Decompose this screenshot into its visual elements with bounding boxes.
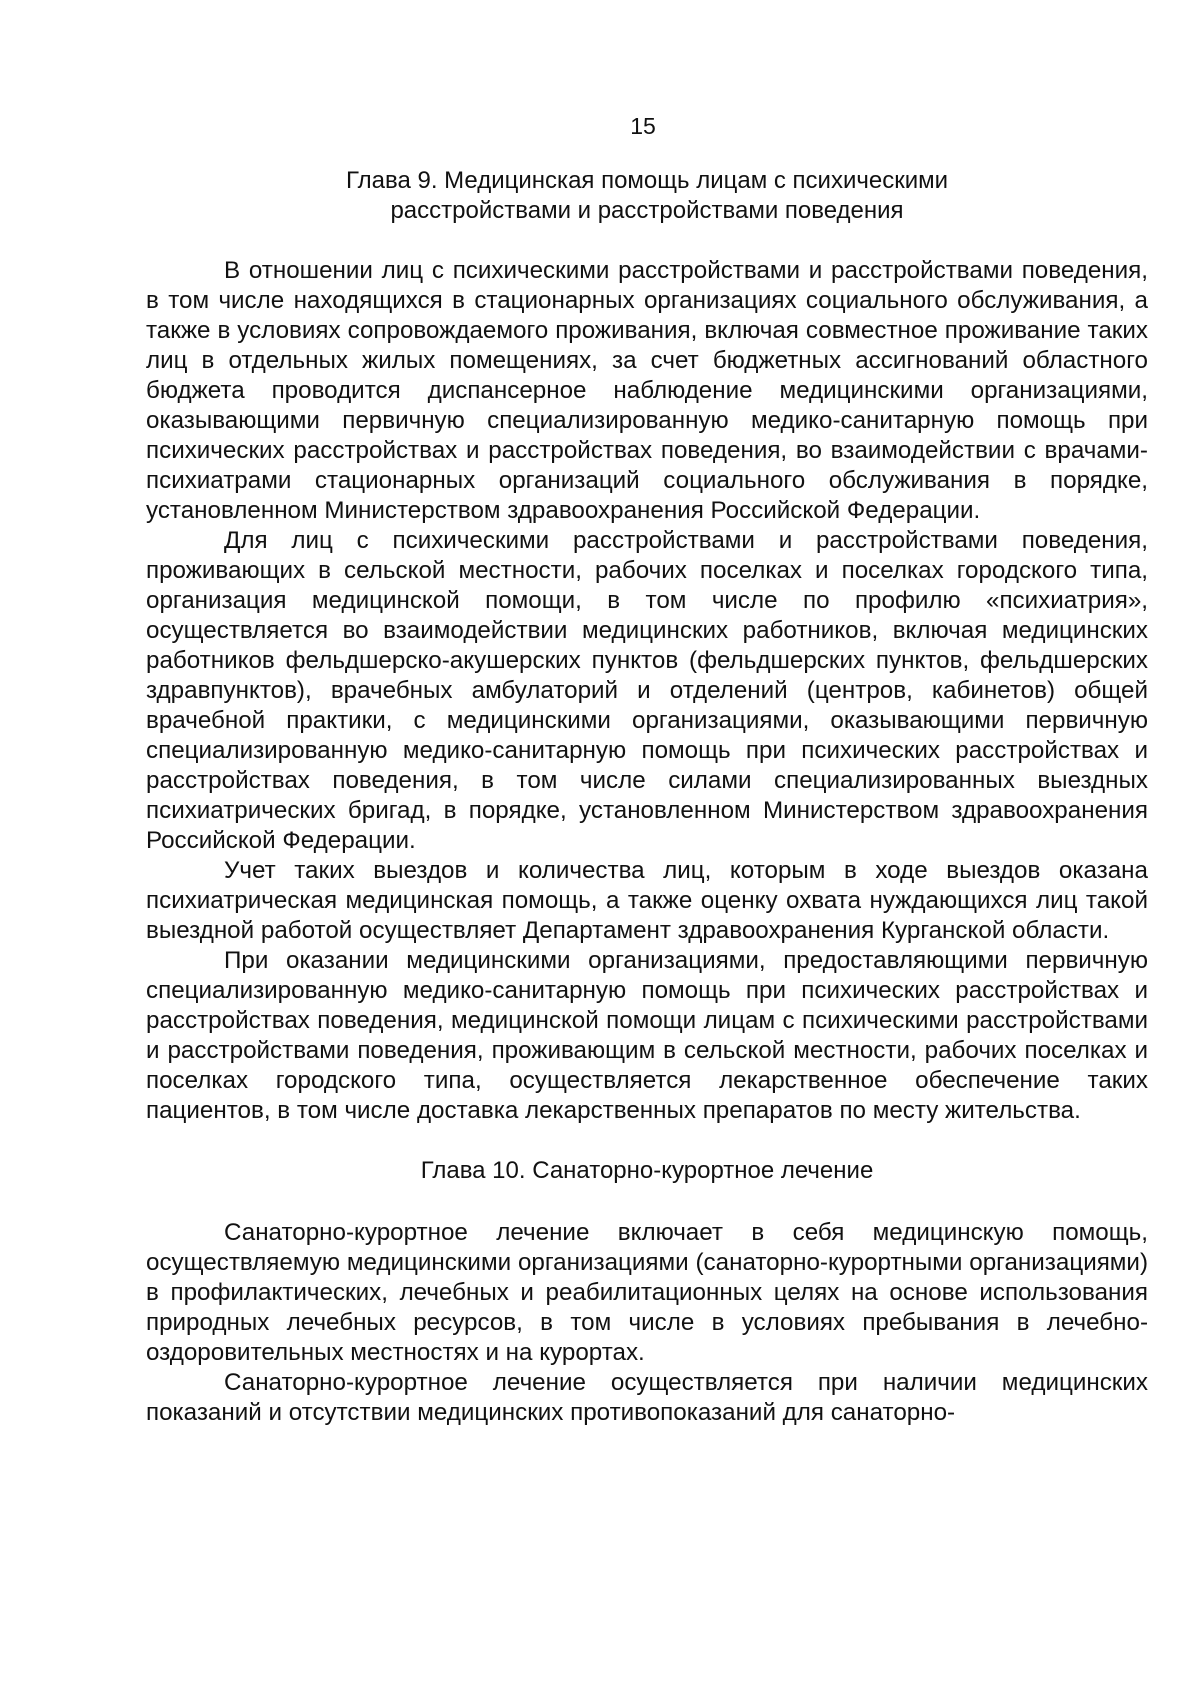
chapter-9-title-line-1: Глава 9. Медицинская помощь лицам с психическими bbox=[345, 167, 949, 194]
chapter-9-paragraph-3: Учет таких выездов и количества лиц, которым в ходе выездов оказана психиатрическая медицинская помощь, а также оценку охвата нуждающихся лиц такой выездной работой осуществляет Департамент здравоохранения Курганской области. bbox=[146, 857, 1148, 944]
document-page bbox=[146, 112, 1148, 1428]
chapter-9-paragraph-4: При оказании медицинскими организациями, предоставляющими первичную специализированную медико-санитарную помощь при психических расстройствах и расстройствах поведения, медицинской помощи лицам с психическими расстройствами и расстройствами поведения, проживающим в сельской местности, рабочих поселках и поселках городского типа, осуществляется лекарственное обеспечение таких пациентов, в том числе доставка лекарственных препаратов по месту жительства. bbox=[146, 947, 1148, 1124]
page-number: 15 bbox=[630, 113, 656, 139]
chapter-9-paragraph-1: В отношении лиц с психическими расстройствами и расстройствами поведения, в том числе находящихся в стационарных организациях социального обслуживания, а также в условиях сопровождаемого проживания, включая совместное проживание таких лиц в отдельных жилых помещениях, за счет бюджетных ассигнований областного бюджета проводится диспансерное наблюдение медицинскими организациями, оказывающими первичную специализированную медико-санитарную помощь при психических расстройствах и расстройствах поведения, во взаимодействии с врачами-психиатрами стационарных организаций социального обслуживания в порядке, установленном Министерством здравоохранения Российской Федерации. bbox=[146, 257, 1148, 524]
chapter-9-title-line-2: расстройствами и расстройствами поведения bbox=[390, 197, 904, 224]
chapter-10-title: Глава 10. Санаторно-курортное лечение bbox=[420, 1157, 874, 1184]
chapter-10-paragraph-2: Санаторно-курортное лечение осуществляется при наличии медицинских показаний и отсутствии медицинских противопоказаний для санаторно- bbox=[146, 1369, 1148, 1426]
chapter-9-title bbox=[146, 166, 1148, 226]
chapter-10-paragraph-1: Санаторно-курортное лечение включает в себя медицинскую помощь, осуществляемую медицинскими организациями (санаторно-курортными организациями) в профилактических, лечебных и реабилитационных целях на основе использования природных лечебных ресурсов, в том числе в условиях пребывания в лечебно-оздоровительных местностях и на курортах. bbox=[146, 1219, 1148, 1366]
chapter-9-paragraph-2: Для лиц с психическими расстройствами и расстройствами поведения, проживающих в сельской местности, рабочих поселках и поселках городского типа, организация медицинской помощи, в том числе по профилю «психиатрия», осуществляется во взаимодействии медицинских работников, включая медицинских работников фельдшерско-акушерских пунктов (фельдшерских пунктов, фельдшерских здравпунктов), врачебных амбулаторий и отделений (центров, кабинетов) общей врачебной практики, с медицинскими организациями, оказывающими первичную специализированную медико-санитарную помощь при психических расстройствах и расстройствах поведения, в том числе силами специализированных выездных психиатрических бригад, в порядке, установленном Министерством здравоохранения Российской Федерации. bbox=[146, 527, 1148, 854]
